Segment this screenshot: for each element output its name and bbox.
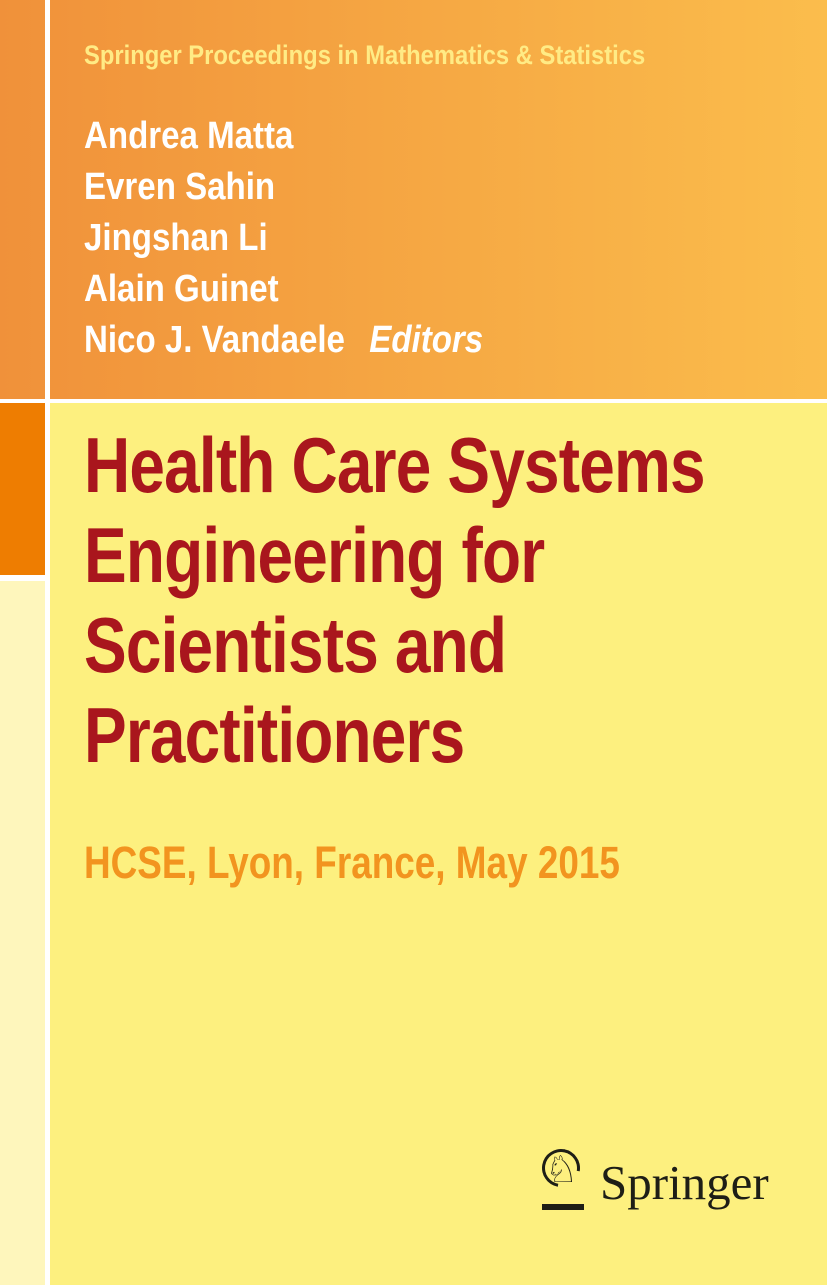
book-subtitle: HCSE, Lyon, France, May 2015 [84,837,620,888]
editor-name: Alain Guinet [84,268,279,310]
book-title [84,420,705,780]
editor-name-with-role [84,315,483,366]
editors-role-label: Editors [369,319,484,361]
springer-horse-icon [540,1149,586,1213]
divider-horizontal [0,399,827,403]
editor-name: Nico J. Vandaele [84,319,345,361]
book-title-line: Scientists and [84,601,507,689]
divider-vertical [45,0,50,1285]
left-strip-orange-block [0,403,45,575]
editor-name: Evren Sahin [84,166,276,208]
knight-glyph: ♘ [545,1148,579,1191]
editor-name: Andrea Matta [84,115,294,157]
publisher-name: Springer [600,1155,769,1210]
editors-block [84,111,483,366]
book-title-line: Health Care Systems [84,421,705,509]
editor-name: Jingshan Li [84,217,268,259]
left-strip-cream-block [0,581,45,1285]
logo-underline [542,1204,584,1210]
publisher-logo [540,1149,769,1213]
book-title-line: Practitioners [84,691,465,779]
series-title: Springer Proceedings in Mathematics & Statistics [84,40,646,70]
book-title-line: Engineering for [84,511,545,599]
